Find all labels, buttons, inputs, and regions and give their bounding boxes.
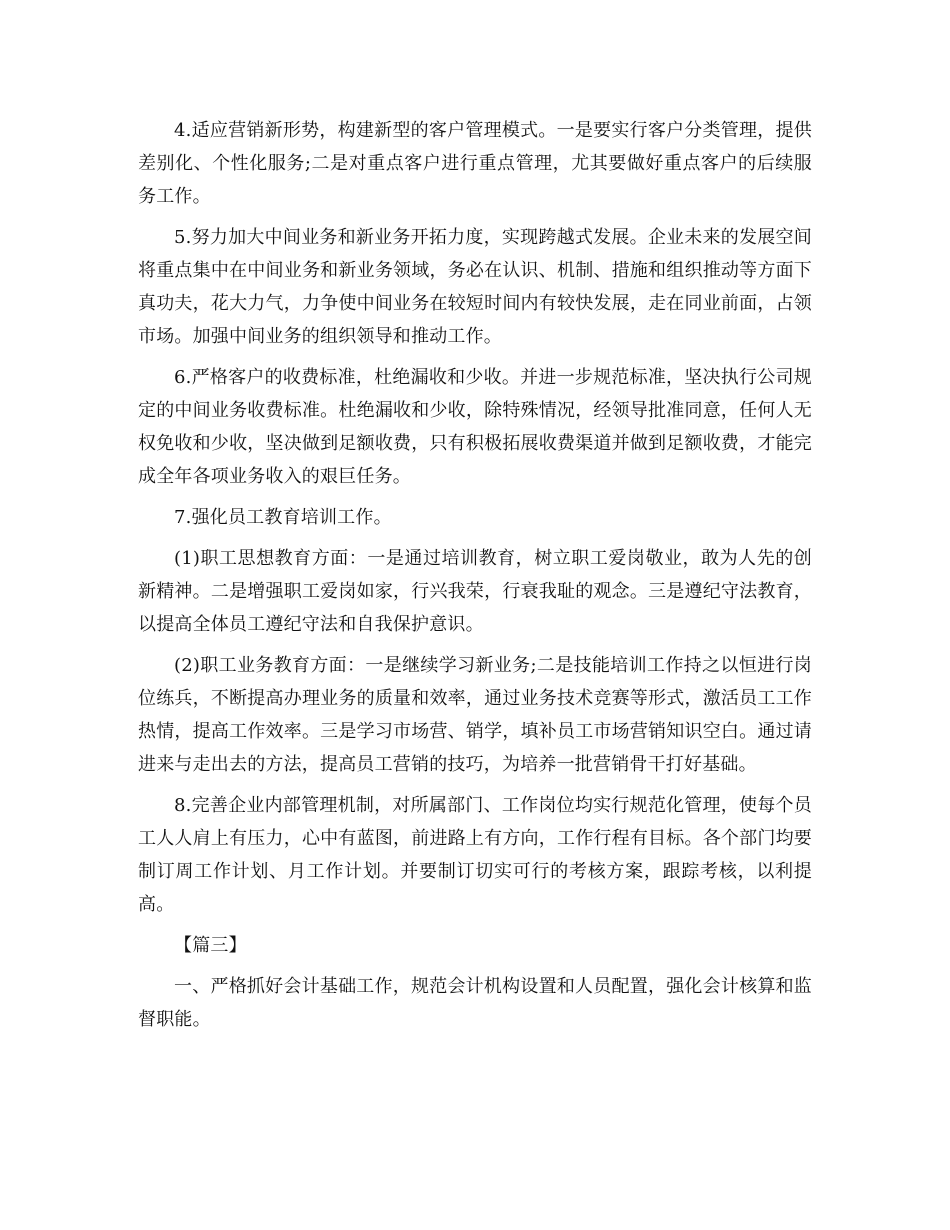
paragraph-item-8: 8.完善企业内部管理机制，对所属部门、工作岗位均实行规范化管理，使每个员工人人肩上有压力，心中有蓝图，前进路上有方向，工作行程有目标。各个部门均要制订周工作计划、月工作计划。并要制订切实可行的考核方案，跟踪考核，以利提高。	[138, 795, 812, 915]
paragraph-subitem-1: (1)职工思想教育方面：一是通过培训教育，树立职工爱岗敬业，敢为人先的创新精神。二是增强职工爱岗如家，行兴我荣，行衰我耻的观念。三是遵纪守法教育，以提高全体员工遵纪守法和自我保护意识。	[138, 548, 812, 635]
section-heading: 【篇三】	[174, 935, 247, 956]
paragraph-item-7: 7.强化员工教育培训工作。	[174, 507, 392, 528]
paragraph-subitem-2: (2)职工业务教育方面：一是继续学习新业务;二是技能培训工作持之以恒进行岗位练兵，不断提高办理业务的质量和效率，通过业务技术竞赛等形式，激活员工工作热情，提高工作效率。三是学习市场营、销学，填补员工市场营销知识空白。通过请进来与走出去的方法，提高员工营销的技巧，为培养一批营销骨干打好基础。	[138, 655, 812, 775]
document-page	[138, 114, 812, 1044]
paragraph-section3-item-1: 一、严格抓好会计基础工作，规范会计机构设置和人员配置，强化会计核算和监督职能。	[138, 976, 812, 1030]
paragraph-item-5: 5.努力加大中间业务和新业务开拓力度，实现跨越式发展。企业未来的发展空间将重点集中在中间业务和新业务领域，务必在认识、机制、措施和组织推动等方面下真功夫，花大力气，力争使中间业务在较短时间内有较快发展，走在同业前面，占领市场。加强中间业务的组织领导和推动工作。	[138, 227, 812, 347]
paragraph-item-6: 6.严格客户的收费标准，杜绝漏收和少收。并进一步规范标准，坚决执行公司规定的中间业务收费标准。杜绝漏收和少收，除特殊情况，经领导批准同意，任何人无权免收和少收，坚决做到足额收费，只有积极拓展收费渠道并做到足额收费，才能完成全年各项业务收入的艰巨任务。	[138, 367, 812, 487]
paragraph-item-4: 4.适应营销新形势，构建新型的客户管理模式。一是要实行客户分类管理，提供差别化、个性化服务;二是对重点客户进行重点管理，尤其要做好重点客户的后续服务工作。	[138, 120, 812, 207]
